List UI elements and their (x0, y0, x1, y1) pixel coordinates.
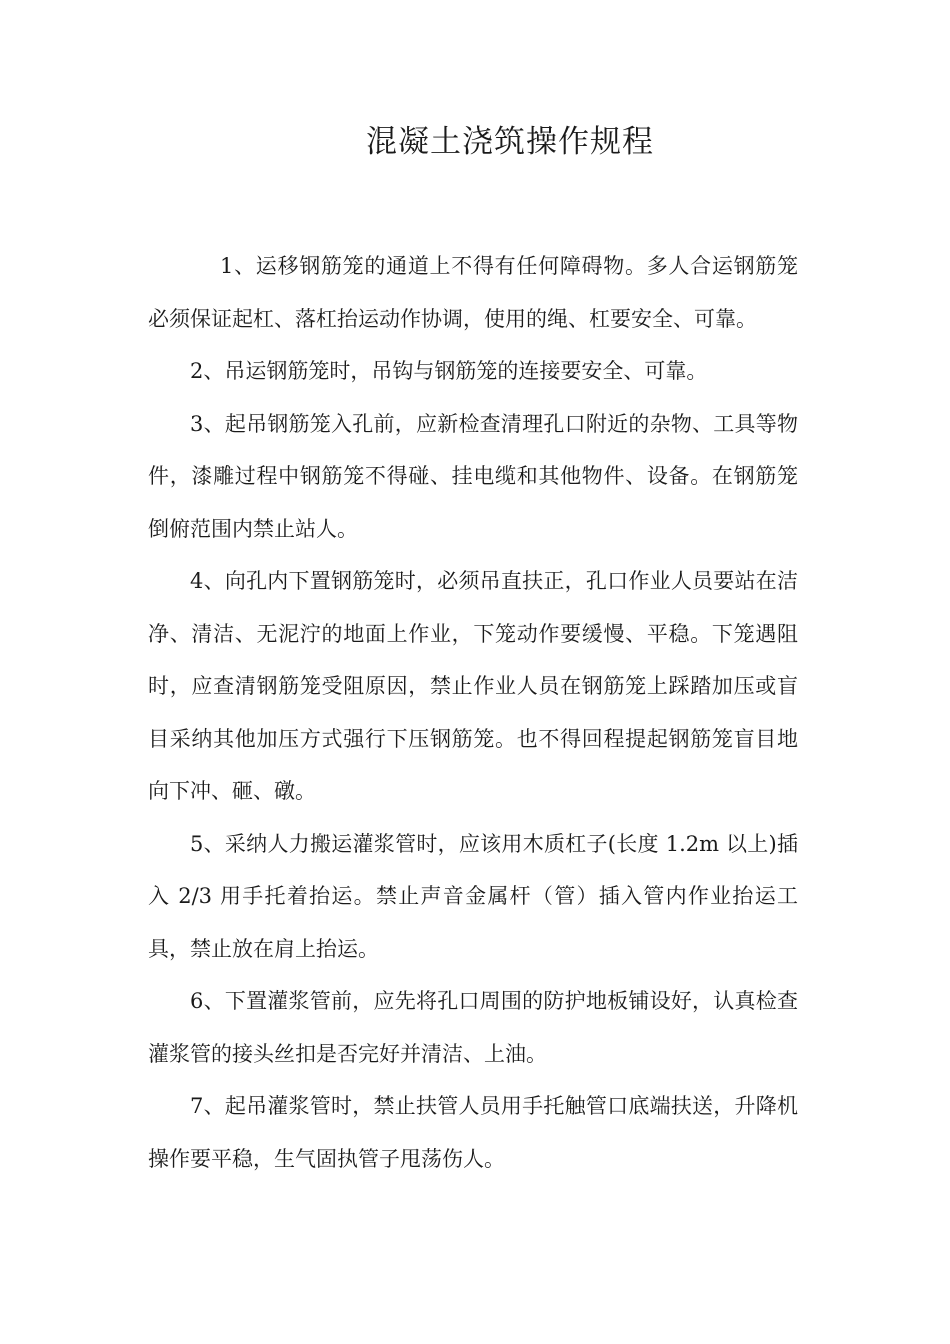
paragraph-5: 5、采纳人力搬运灌浆管时，应该用木质杠子(长度 1.2m 以上)插入 2/3 用手托着抬运。禁止声音金属杆（管）插入管内作业抬运工具，禁止放在肩上抬运。 (148, 831, 798, 961)
paragraph-2: 2、吊运钢筋笼时，吊钩与钢筋笼的连接要安全、可靠。 (190, 359, 708, 383)
paragraph-4: 4、向孔内下置钢筋笼时，必须吊直扶正，孔口作业人员要站在洁净、清洁、无泥泞的地面上作业，下笼动作要缓慢、平稳。下笼遇阻时，应查清钢筋笼受阻原因，禁止作业人员在钢筋笼上踩踏加压或盲目采纳其他加压方式强行下压钢筋笼。也不得回程提起钢筋笼盲目地向下冲、砸、礅。 (148, 569, 798, 803)
paragraph-1: 1、运移钢筋笼的通道上不得有任何障碍物。多人合运钢筋笼必须保证起杠、落杠抬运动作协调，使用的绳、杠要安全、可靠。 (148, 254, 798, 331)
paragraph-7: 7、起吊灌浆管时，禁止扶管人员用手托触管口底端扶送，升降机操作要平稳，生气固执管子甩荡伤人。 (148, 1094, 798, 1171)
paragraph-3: 3、起吊钢筋笼入孔前，应新检查清理孔口附近的杂物、工具等物件，漆雕过程中钢筋笼不得碰、挂电缆和其他物件、设备。在钢筋笼倒俯范围内禁止站人。 (148, 411, 798, 541)
document-title: 混凝土浇筑操作规程 (366, 124, 654, 160)
document-body (148, 240, 798, 1185)
paragraph-6: 6、下置灌浆管前，应先将孔口周围的防护地板铺设好，认真检查灌浆管的接头丝扣是否完好并清洁、上油。 (148, 989, 798, 1066)
